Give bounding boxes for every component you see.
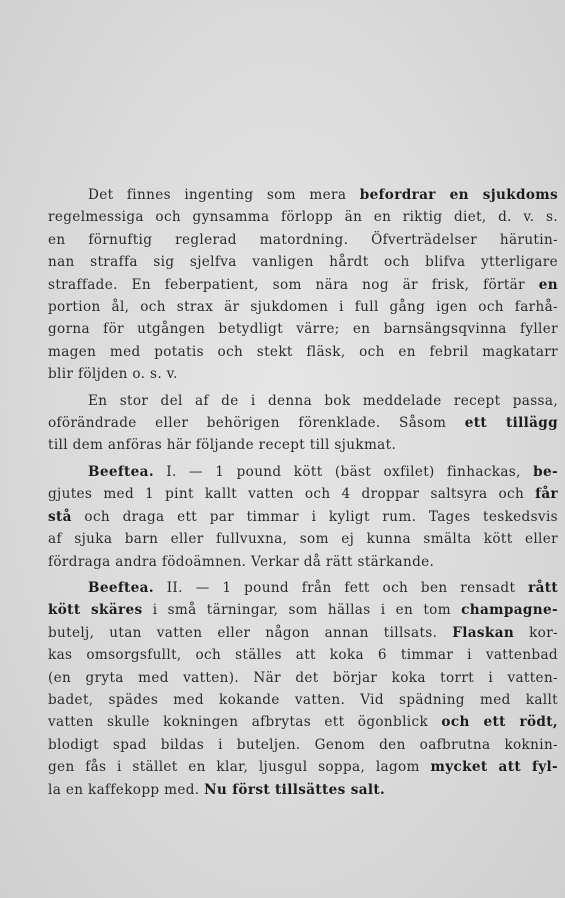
bold-text: kött skäres — [48, 602, 143, 619]
bold-text: Beeftea. — [88, 579, 154, 596]
text-line — [48, 622, 558, 644]
text-segment: gjutes med 1 pint kallt vatten och 4 droppar saltsyra och — [48, 486, 536, 503]
text-segment: badet, spädes med kokande vatten. Vid spädning med kallt — [48, 691, 558, 708]
bold-text: mycket att fyl- — [430, 759, 558, 776]
text-line — [48, 506, 558, 528]
text-segment: butelj, utan vatten eller någon annan tillsats. — [48, 624, 453, 641]
bold-text: och ett rödt, — [441, 714, 558, 731]
bold-text: rått — [528, 579, 558, 596]
text-line — [48, 251, 558, 273]
text-line — [48, 390, 558, 412]
page-body-text — [48, 184, 558, 801]
text-line — [48, 599, 558, 621]
text-segment: II. — 1 pound från fett och ben rensadt — [153, 579, 529, 596]
paragraph-beeftea-1 — [48, 461, 558, 573]
text-line — [48, 461, 558, 483]
text-line — [48, 184, 558, 206]
text-line — [48, 644, 558, 666]
text-segment: la en kaffekopp med. — [48, 781, 205, 798]
bold-text: får — [535, 486, 558, 503]
text-segment: oförändrade eller behörigen förenklade. Såsom — [48, 415, 465, 432]
text-segment: kor- — [514, 624, 558, 641]
text-segment: blir följden o. s. v. — [48, 366, 178, 383]
text-segment: regelmessiga och gynsamma förlopp än en riktig diet, d. v. s. — [48, 209, 558, 226]
text-segment: och draga ett par timmar i kyligt rum. Tages teskedsvis — [71, 508, 558, 525]
text-line — [48, 711, 558, 733]
paragraph-beeftea-2 — [48, 577, 558, 801]
text-segment: gorna för utgången betydligt värre; en barnsängsqvinna fyller — [48, 321, 558, 338]
text-line — [48, 528, 558, 550]
text-line — [48, 667, 558, 689]
text-line — [48, 756, 558, 778]
bold-text: en — [538, 276, 558, 293]
bold-text: Nu först tillsättes salt. — [204, 781, 386, 798]
bold-text: ett tillägg — [464, 415, 558, 432]
text-segment: Det finnes ingenting som mera — [88, 187, 360, 203]
text-line — [48, 577, 558, 599]
text-line — [48, 229, 558, 251]
paragraph-addition — [48, 390, 558, 457]
text-segment: blodigt spad bildas i buteljen. Genom den oafbrutna koknin- — [48, 736, 558, 753]
bold-text: Flaskan — [452, 624, 515, 641]
text-line — [48, 206, 558, 228]
text-segment: vatten skulle kokningen afbrytas ett ögonblick — [48, 714, 442, 731]
text-segment: kas omsorgsfullt, och ställes att koka 6 timmar i vattenbad — [48, 647, 558, 664]
text-segment: I. — 1 pound kött (bäst oxfilet) finhackas, — [153, 463, 534, 480]
text-segment: till dem anföras här följande recept till sjukmat. — [48, 437, 397, 454]
text-line — [48, 363, 558, 385]
text-line — [48, 341, 558, 363]
paragraph-intro — [48, 184, 558, 386]
text-segment: magen med potatis och stekt fläsk, och en febril magkatarr — [48, 343, 558, 360]
text-segment: (en gryta med vatten). När det börjar koka torrt i vatten- — [48, 669, 558, 686]
bold-text: stå — [48, 508, 72, 525]
text-segment: En stor del af de i denna bok meddelade recept passa, — [88, 392, 558, 409]
bold-text: champagne- — [461, 602, 558, 619]
text-line — [48, 734, 558, 756]
text-segment: i små tärningar, som hällas i en tom — [142, 602, 462, 619]
bold-text: Beeftea. — [88, 463, 154, 480]
bold-text: be- — [533, 463, 558, 480]
text-segment: af sjuka barn eller fullvuxna, som ej kunna smälta kött eller — [48, 531, 558, 548]
text-line — [48, 779, 558, 801]
text-line — [48, 274, 558, 296]
text-line — [48, 412, 558, 434]
text-line — [48, 296, 558, 318]
text-line — [48, 483, 558, 505]
text-segment: straffade. En feberpatient, som nära nog är frisk, förtär — [48, 276, 539, 293]
bold-text: befordrar en sjukdoms — [359, 187, 558, 203]
text-line — [48, 434, 558, 456]
text-segment: nan straffa sig sjelfva vanligen hårdt och blifva ytterligare — [48, 254, 558, 271]
text-line — [48, 689, 558, 711]
text-line — [48, 318, 558, 340]
text-line — [48, 551, 558, 573]
text-segment: gen fås i stället en klar, ljusgul soppa, lagom — [48, 759, 431, 776]
text-segment: portion ål, och strax är sjukdomen i full gång igen och farhå- — [48, 299, 558, 316]
text-segment: en förnuftig reglerad matordning. Öfverträdelser härutin- — [48, 231, 558, 248]
text-segment: fördraga andra födoämnen. Verkar då rätt stärkande. — [48, 553, 435, 570]
